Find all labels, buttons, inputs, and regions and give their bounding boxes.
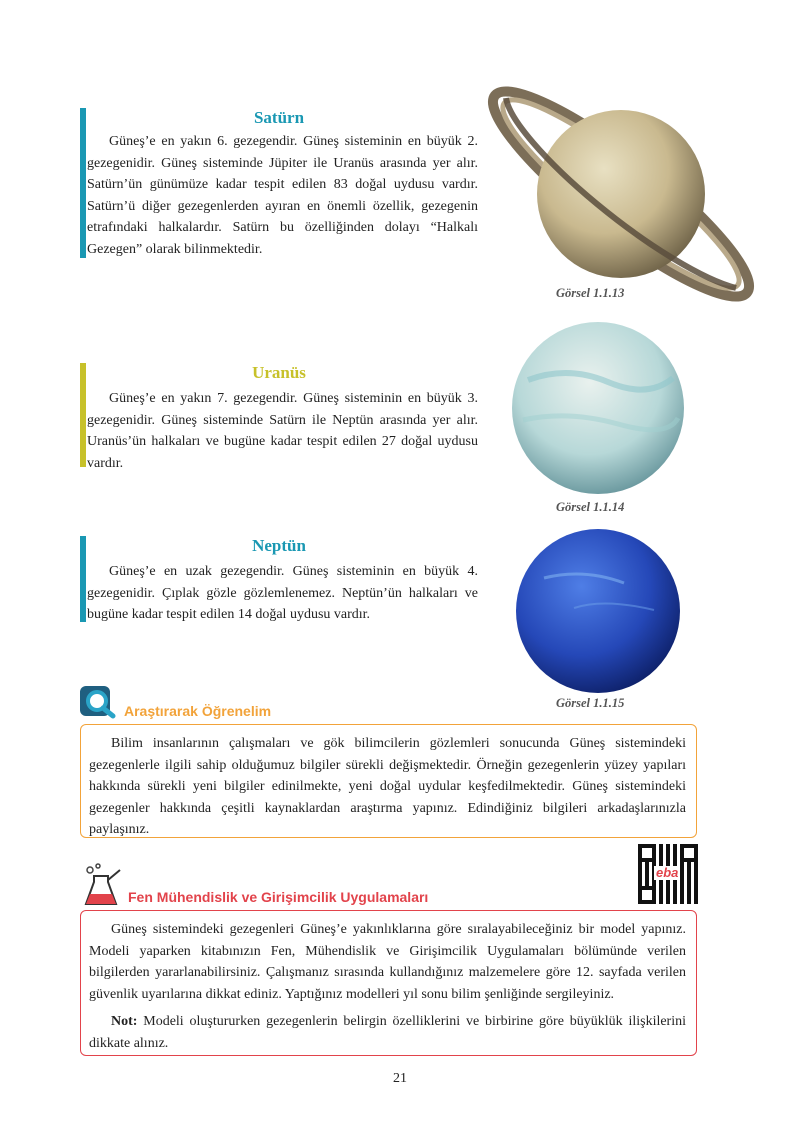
note-label: Not:	[111, 1014, 138, 1029]
saturn-accent-bar	[80, 108, 86, 258]
saturn-caption: Görsel 1.1.13	[556, 286, 625, 300]
uranus-title: Uranüs	[252, 363, 306, 382]
engineering-note	[89, 1011, 686, 1054]
saturn-image	[486, 78, 756, 310]
uranus-image	[508, 320, 688, 496]
engineering-text: Güneş sistemindeki gezegenleri Güneş’e yakınlıklarına göre sıralayabileceğiniz bir model yapınız. Modeli yaparken kitabınızın Fen, Mühendislik ve Girişimcilik Uygulamaları bölümünde verilen bilgilerden yararlanabilirsiniz. Çalışmanız sırasında kullandığınız malzemelere göre 12. sayfada verilen güvenlik uyarılarına dikkat ediniz. Yaptığınız modelleri yıl sonu bilim şenliğinde sergileyiniz.	[89, 922, 686, 1002]
neptune-section	[80, 536, 478, 622]
page-number: 21	[393, 1071, 407, 1086]
magnifier-icon	[78, 684, 120, 720]
saturn-text: Güneş’e en yakın 6. gezegendir. Güneş sisteminin en büyük 2. gezegenidir. Güneş sisteminde Jüpiter ile Uranüs arasında yer alır. Satürn’ün günümüze kadar tespit edilen 83 doğal uydusu vardır. Satürn’ü diğer gezegenlerden ayıran en önemli özellik, gezegenin etrafındaki halkalardır. Satürn bu özelliğinden dolayı “Halkalı Gezegen” olarak bilinmektedir.	[87, 134, 478, 257]
neptune-image	[514, 528, 682, 694]
engineering-title: Fen Mühendislik ve Girişimcilik Uygulamaları	[128, 889, 429, 905]
saturn-title: Satürn	[253, 108, 305, 127]
saturn-section	[80, 108, 478, 258]
research-box	[80, 724, 697, 838]
neptune-text: Güneş’e en uzak gezegendir. Güneş sisteminin en büyük 4. gezegenidir. Çıplak gözle gözlemlenemez. Neptün’ün halkaları ve bugüne kadar tespit edilen 14 doğal uydusu vardır.	[87, 564, 478, 622]
note-text: Modeli oluştururken gezegenlerin belirgin özelliklerini ve birbirine göre büyüklük ilişkilerini dikkate alınız.	[89, 1014, 686, 1051]
qr-code[interactable]	[638, 844, 698, 904]
research-text: Bilim insanlarının çalışmaları ve gök bilimcilerin gözlemleri sonucunda Güneş sistemindeki gezegenlerle ilgili sahip olduğumuz bilgiler sürekli değişmektedir. Örneğin gezegenlerin yüzey yapıları hakkında sürekli yeni bilgiler edinilmekte, yeni doğal uydular keşfedilmektedir. Güneş sistemindeki gezegenler hakkında çeşitli kaynaklardan araştırma yapınız. Edindiğiniz bilgileri arkadaşlarınızla paylaşınız.	[89, 736, 686, 837]
research-title: Araştırarak Öğrenelim	[124, 703, 272, 719]
neptune-caption: Görsel 1.1.15	[556, 696, 625, 710]
uranus-section	[80, 363, 478, 471]
uranus-text: Güneş’e en yakın 7. gezegendir. Güneş sisteminin en büyük 3. gezegenidir. Güneş sisteminde Satürn ile Neptün arasında yer alır. Uranüs’ün halkaları ve bugüne kadar tespit edilen 27 doğal uydusu vardır.	[87, 391, 478, 471]
uranus-caption: Görsel 1.1.14	[556, 500, 625, 514]
neptune-title: Neptün	[252, 536, 306, 555]
neptune-accent-bar	[80, 536, 86, 622]
engineering-box	[80, 910, 697, 1056]
eba-label: eba	[656, 865, 679, 880]
flask-icon	[80, 862, 124, 910]
uranus-accent-bar	[80, 363, 86, 467]
